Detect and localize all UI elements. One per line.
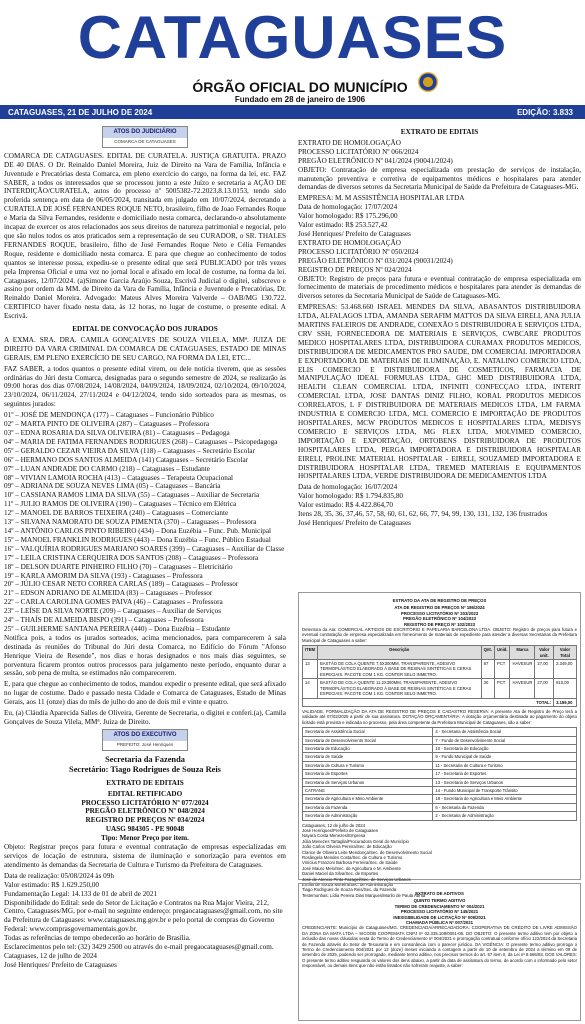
signature-line: José Henriques/Prefeito de Cataguases — [302, 828, 378, 833]
right-title: EXTRATO DE EDITAIS — [400, 128, 479, 136]
executive-badge — [102, 729, 188, 751]
homologation-detail: Data de homologação: 17/07/2024 — [298, 203, 398, 212]
table-cell: 4 - Secretaria de Assistência Social — [433, 728, 577, 736]
signature-line: Rosângela Mendes Costa/Sec. de Cultura e Turismo — [302, 855, 403, 861]
homologation-2-object: OBJETO: Registro de preços para futura e eventual contratação de empresa especializada em fornecimento de materiais de procedimento médicos e hospitalares para atender às demandas de diversos setores da Secretaria Municipal de Saúde de Cataguases-MG. — [298, 274, 581, 301]
extrato-header-lines — [4, 790, 286, 843]
jurados-list — [4, 411, 286, 634]
masthead — [0, 0, 585, 104]
ata-line: REGISTRO DE PREÇO Nº 102/2023 — [403, 621, 476, 627]
table-cell: Secretaria de Desenvolvimento Social — [303, 736, 433, 744]
list-item: 01º – JOSÉ DE MENDONÇA (177) – Cataguases – Funcionário Público — [4, 411, 214, 420]
list-item: 20º – JÚLIO CESAR NETO CORREA CARLAS (189) – Cataguases – Professor — [4, 580, 239, 589]
jurados-end-1: Notifica pois, a todos os jurados sorteados, acima mencionados, para comparecerem à sala destinada às reuniões do Tribunal do Júri desta Comarca, no Edifício do Fórum "Afonso Henrique Vieira de Resende", nos dias e horas designados e nos mais dias seguintes, se porventura ficarem prontos outros processos para julgamento neste período, enquanto durar a sessão, sob pena de multa, se estimados não comparecerem. — [4, 633, 286, 678]
table-cell: 30 — [481, 679, 494, 698]
table-cell: 27,00 — [535, 679, 554, 698]
table-header-cell: Valor Total — [554, 646, 577, 660]
homologation-line: PREGÃO ELETRÔNICO Nº 041/2024 (90041/2024) — [298, 156, 453, 165]
list-item: 03º – EDNA ROSARIA DA SILVA OLIVEIRA (81) – Cataguases – Pedagoga — [4, 429, 230, 437]
table-row — [303, 736, 577, 744]
extrato-line: EDITAL RETIFICADO — [107, 789, 183, 798]
list-item: 05º – GERALDO CEZAR VIEIRA DA SILVA (118) – Cataguases – Secretário Escolar — [4, 446, 255, 455]
table-cell: Secretaria da Fazenda — [303, 803, 433, 811]
table-cell: Secretaria de Saúde — [303, 753, 433, 761]
table-header-cell: ITEM — [303, 646, 318, 660]
table-row — [303, 812, 577, 820]
table-cell: BASTÃO DE COLA QUENTE 11,2X300MM, TRANSPARENTE, ADESIVO TERMOPLÁSTICO ELABORADO À BASE DE RESINAS SINTÉTICAS E CERAS ESPECIAIS. PACOTE COM 1 KG. CONTER SELO INMETRO. — [318, 679, 482, 698]
table-header-cell: Qnt. — [481, 646, 494, 660]
extrato-detail: Fundamentação Legal: 14.133 de 01 de abril de 2021 — [4, 889, 158, 898]
newspaper-title: CATAGUASES — [77, 4, 508, 71]
signature-line: João Carlos Oliveira Pereira/Sec. de Educação — [302, 844, 392, 850]
homologation-2-details — [298, 483, 581, 528]
table-row — [303, 778, 577, 786]
list-item: 16º – VALQUÍRIA RODRIGUES MARIANO SOARES (399) – Cataguases – Auxiliar de Classe — [4, 544, 285, 553]
table-cell: BASTÃO DE COLA QUENTE 7,5X300MM, TRANSPARENTE, ADESIVO TERMOPLÁSTICO ELABORADO À BASE DE RESINAS SINTÉTICAS E CERAS ESPECIAIS. PACOTE COM 1 KG. CONTER SELO INMETRO. — [318, 660, 482, 679]
extrato-line: PROCESSO LICITATÓRIO Nº 077/2024 — [81, 798, 209, 807]
badge-title: ATOS DO EXECUTIVO — [103, 730, 187, 741]
homologation-1-details — [298, 194, 581, 239]
list-item: 09º – ADRIANA DE SOUZA NEVES LIMA (05) – Cataguases – Bancária — [4, 482, 221, 491]
ata-line: PREGÃO ELETRÔNICO Nº 104/2023 — [403, 616, 476, 622]
aditivo-line: INEXIGIBILIDADE DE LICITAÇÃO Nº 009/2021 — [393, 914, 486, 920]
curatela-notice: COMARCA DE CATAGUASES. EDITAL DE CURATELA. JUSTIÇA GRATUITA. PRAZO DE 40 DIAS. O Dr. Reinaldo Daniel Moreira, Juiz de Direito na Vara de Família, Infância e Juventude e Precatórias desta Comarca, em pleno exercício do cargo, na forma da lei, etc. FAZ SABER, a todos os interessados que se processou junto a este Juízo e secretaria a AÇÃO DE INTERDIÇÃO/CURATELA, autos do processo nº 5005382-72.2023.8.13.0153, tendo sido proferida sentença em data de 06/05/2024, transitada em julgado em 10/07/2024, decretando a CURATELA DE JOSÉ FERNANDES ROQUE NETO, brasileiro, filho de Joao Fernandes Roque e Maria da Silva Fernandes, residente e domiciliado nesta comarca, declarando-o absolutamente incapaz de exercer os atos relacionados aos seus direitos de natureza patrimonial e negocial, pelo que são nulos todos os atos praticados sem a representação de seu CURADOR, o SR. THALES FERNANDES ROQUE, brasileiro, filho de José Fernandes Roque Neto e Célia Fernandes Roque, residente e domiciliado nesta comarca. E para que chegue ao conhecimento de todos quantos se interesse possa, expediu-se o presente edital que será PUBLICADO por três vezes pela Imprensa Oficial e uma vez no jornal local e afixado em local de costume, na forma da lei. Cataguases, 12/07/2024. (a)Simone Garcia Araújo Souza, Escrivã Judicial o digitei, subscrevo e assino por ordem da MM. de Direito da Vara de Família, Infância e Juventude e Precatórias, Dr. Reinaldo Daniel Moreira. Advogado: Mateus Alves Moreira Valverde – OAB/MG 130.722. CERTIFICO haver fixado nesta data, às 12 horas, no lugar de costume, o presente edital. A Escrivã. — [4, 151, 286, 321]
list-item: 06º – HERMANO DOS SANTOS ALMEIDA (141) Cataguases – Secretário Escolar — [4, 455, 249, 464]
signature-line: José de Atencio Pinto Fazagel/Sec. de Serviços Urbanos — [302, 876, 411, 882]
extrato-line: REGISTRO DE PREÇOS Nº 034/2024 — [85, 816, 205, 825]
total-label: TOTAL: — [303, 698, 554, 706]
ata-items-table — [302, 645, 577, 707]
aditivo-box — [298, 883, 581, 1021]
table-row — [303, 728, 577, 736]
ata-validity: VALIDADE, FORMALIZAÇÃO DA ATA DE REGISTRO DE PREÇOS E CADASTRO RESERVA: A presente Ata de Registro de Preço terá a validade até 07/02/2025 a partir de sua assinatura. DOTAÇÃO ORÇAMENTÁRIA: A dotação orçamentária destinada ao pagamento do objeto licitado está prevista e indicada no processo, pela área competente da Prefeitura Municipal de Cataguases, são a saber: — [302, 708, 577, 725]
homologation-1-header — [298, 139, 581, 166]
extrato-line: UASG 984305 - PE 90048 — [105, 825, 185, 834]
extrato-detail: Disponibilidade do Edital: sede do Setor de Licitação e Contratos na Rua Major Vieira, 212, Centro, Cataguases/MG, por e-mail no seguinte endereço: pregaocataguases@gmail.com, no site da Prefeitura de Cataguases: www.cataguases.mg.gov.br e pelo portal de compras do Governo Federal: www.comprasgovernamentais.gov.br. — [4, 898, 283, 934]
date-bar — [0, 105, 585, 119]
table-cell: CATRANS — [303, 786, 433, 794]
list-item: 23º – LEÍSE DA SILVA NORTE (209) – Cataguases – Auxiliar de Serviços — [4, 607, 221, 616]
homologation-detail: Valor estimado: R$ 4.422.864,70 — [298, 501, 394, 510]
table-cell: 13 — [303, 660, 318, 679]
table-cell: 2.349,00 — [554, 660, 577, 679]
table-cell: Secretaria de Assistência Social — [303, 728, 433, 736]
list-item: 17º – LEILA CRISTINA CERQUEIRA DOS SANTOS (208) – Cataguases – Professora — [4, 553, 259, 562]
list-item: 04º – MARIA DE FATIMA FERNANDES RODRIGUES (268) – Cataguases – Psicopedagoga — [4, 437, 278, 446]
table-cell: HAVESUR — [510, 679, 535, 698]
list-item: 08º – VIVIAN LAMOIA ROCHA (413) – Cataguases – Terapeuta Ocupacional — [4, 473, 234, 482]
extrato-line: PREGÃO ELETRÔNICO Nº 048/2024 — [85, 807, 205, 816]
table-header-cell: Valor unit. — [535, 646, 554, 660]
homologation-line: PROCESSO LICITATÓRIO Nº 050/2024 — [298, 247, 419, 256]
aditivo-line: QUINTO TERMO ADITIVO — [413, 898, 466, 904]
newspaper-subtitle: ÓRGÃO OFICIAL DO MUNICÍPIO — [192, 79, 408, 95]
homologation-line: EXTRATO DE HOMOLOGAÇÃO — [298, 238, 401, 247]
list-item: 24º – THAÍS DE ALMEIDA BISPO (391) – Cataguases – Professora — [4, 616, 204, 625]
edition-number: EDIÇÃO: 3.833 — [516, 108, 573, 117]
right-column — [298, 124, 581, 528]
signature-line: Clarice de Oliveira Leite Mendonça/Sec. de Desenvolvimento Social — [302, 849, 432, 855]
badge-title: ATOS DO JUDICIÁRIO — [103, 127, 187, 138]
table-row — [303, 786, 577, 794]
table-row — [303, 753, 577, 761]
list-item: 10º – CASSIANA RAMOS LIMA DA SILVA (55) – Cataguases – Auxiliar de Secretaria — [4, 491, 260, 500]
homologation-line: REGISTRO DE PREÇOS Nº 024/2024 — [298, 265, 412, 274]
ata-title: EXTRATO DA ATA DE REGISTRO DE PREÇOS — [392, 598, 487, 603]
homologation-detail: Valor homologado: R$ 1.794.835,80 — [298, 492, 404, 501]
homologation-line: PROCESSO LICITATÓRIO Nº 066/2024 — [298, 147, 419, 156]
aditivo-line: PROCESSO LICITATÓRIO Nº 145/2021 — [400, 909, 479, 915]
jurados-title: EDITAL DE CONVOCAÇÃO DOS JURADOS — [72, 325, 218, 334]
table-cell: 17 - Secretaria de Esportes — [433, 770, 577, 778]
homologation-detail: Itens 28, 35, 36, 37,46, 57, 58, 60, 61, 62, 66, 77, 94, 99, 130, 131, 132, 136 frustrados — [298, 510, 548, 519]
homologation-line: PREGÃO ELETRÔNICO Nº 031/2024 (90031/2024) — [298, 256, 453, 265]
left-column — [4, 124, 286, 970]
table-cell: Secretaria de Serviços Urbanos — [303, 778, 433, 786]
aditivo-title: EXTRATO DE ADITIVOS — [415, 891, 464, 896]
table-cell: 9 - Fundo Municipal de Saúde — [433, 753, 577, 761]
signature-line: Daniel Maciel da Silva/Sec. de Esportes — [302, 871, 379, 877]
table-row — [303, 795, 577, 803]
ata-line: ATA DE REGISTRO DE PREÇOS Nº 186/2024 — [394, 605, 485, 611]
list-item: 18º – DELSON DUARTE PINHEIRO FILHO (70) – Cataguases – Eletricitário — [4, 562, 233, 571]
signature-line: José Mauro Melo/Sec. de Agricultura e M. Ambiente — [302, 865, 401, 871]
table-row — [303, 761, 577, 769]
table-header-row — [303, 646, 577, 660]
table-cell: 18 - Secretaria de Agricultura e Meio Ambiente — [433, 795, 577, 803]
extrato-detail: Todas as referências de tempo obedecerão ao horário de Brasília. — [4, 934, 191, 943]
list-item: 14º – ANTÔNIO CARLOS PINTO RIBEIRO (434) – Dona Euzébia – Func. Pub. Municipal — [4, 526, 272, 535]
aditivo-header-lines — [302, 898, 577, 925]
list-item: 19º – KARLA AMORIM DA SILVA (193) - Cataguases – Professora — [4, 571, 203, 580]
table-header-cell: Marca — [510, 646, 535, 660]
extrato-detail: Data de realização: 05/08/2024 às 09h — [4, 871, 114, 880]
signature-line: Emília de Souza Moreira/Sec. de Administração — [302, 882, 393, 888]
extrato-details — [4, 872, 286, 970]
table-cell: 14 - Fundo Municipal de Transporte Trânsito — [433, 786, 577, 794]
extrato-detail: José Henriques/ Prefeito de Cataguases — [4, 960, 117, 969]
list-item: 13º – SILVANA NAMORATO DE SOUZA PIMENTA (370) – Cataguases – Professora — [4, 518, 257, 527]
homologation-2-companies: EMPRESAS: 53.468.660 ISRAEL MENDES DA SILVA, ABASANTOS DISTRIBUIDORA LTDA, ALFALAGOS LTDA, AMANDA SERAFIM MATTOS DA SILVA EIRELI, ANA JULIA MARTINS FALEIROS DE ANDRADE, CONEXÃO 5 DISTRIBUIDORA E SERVIÇOS LTDA, CRV SSH, FORNECEDORA DE MATERIAIS E SERVIÇOS, CWBCARE PRODUTOS MEDICO HOSPITALARES LTDA, DISTRIBUIDORA CURAMAX PRODUTOS MEDICOS, DISTRIBUIDORA DE MEDICAMENTOS PRO SAUDE, DM COMERCIAL IMPORTADORA E EXPORTADORA DE MATERIAIS DE ILUMINAÇÃO, E. NATALINO COMERCIO LTDA, ELIS COMERCIO E DISTRIBUIDORA DE COSMETICOS, FARMACIA DE MANIPULAÇÃO IDEAL FORMULAS LTDA, GHC MED DISTRIBUIDORA LTDA, HEALTH CLEAN COMERCIAL LTDA, INFINITI CONFECÇAO LTDA, INTERIT COMERCIAL LTDA, JOSE DANTAS DINIZ FILHO, KORAL PRODUTOS MEDICOS CORRELATOS, L F DISTRIBUIDORA DE MATERIAIS MEDICOS LTDA, LM FARMA INDUSTRIA E COMERCIO LTDA, MCL COMERCIO E IMPORTAÇÃO DE PRODUTOS HOSPITALARES, MCW PRODUTOS MEDICOS E HOSPITALARES LTDA, MEDISYS COMERCIO E SERVIÇOS LTDA, MG FLEX LTDA, MOLVIMED COMERCIO, IMPORTAÇÃO E EXPORTAÇÃO, ORTOBENS DISTRIBUIDORA DE PRODUTOS HOSPITALARES LTDA, PERGA IMPORTADORA E DISTRIBUIDORA HOSPITALAR EIRELI, PROLINE MATERIAL HOSPITALAR - EIRELI, SOUZAMED IMPORTADORA E DISTRIBUIDORA HOSPITALAR LTDA, TREMED MATERIAIS E EQUIPAMENTOS HOSPITALARES LTDA, VERDE DISTRIBUIDORA DE MEDICAMENTOS LTDA — [298, 303, 581, 481]
jurados-intro: A EXMA. SRA. DRA. CAMILA GONÇALVES DE SOUZA VILELA, MMª. JUIZA DE DIREITO DA VARA CRIMINAL DA COMARCA DE CATAGUASES, ESTADO DE MINAS GERAIS, EM PLENO EXERCÍCIO DE SEU CARGO, NA FORMA DA LEI, ETC... — [4, 335, 286, 362]
secretario-name: Secretário: Tiago Rodrigues de Souza Reis — [69, 764, 221, 774]
total-value: 3.159,00 — [554, 698, 577, 706]
ata-sectors-table — [302, 727, 577, 820]
aditivo-line: CHAMADA PÚBLICA Nº 007/2021 — [405, 920, 474, 926]
homologation-detail: Data de homologação: 16/07/2024 — [298, 483, 398, 492]
list-item: 07º – LUAN ANDRADE DO CARMO (218) – Cataguases – Estudante — [4, 464, 210, 473]
signature-line: Testemunhas: Lídia Pereira Dias Marques/Murilo de Paula Abrita — [302, 892, 426, 898]
table-total-row — [303, 698, 577, 706]
municipal-seal-icon — [418, 72, 438, 92]
judiciary-badge — [102, 126, 188, 148]
table-cell: 6 - Secretaria da Fazenda — [433, 803, 577, 811]
table-cell: 10 - Secretaria de Educação — [433, 744, 577, 752]
table-cell: Secretaria de Administração — [303, 812, 433, 820]
list-item: 25º – GUILHERME SANTANA PEREIRA (440) – Dona Euzébia – Estudante — [4, 624, 231, 633]
extrato-detail: Esclarecimentos pelo tel: (32) 3429 2500 ou através do e-mail pregaocataguases@gmail.com. — [4, 943, 274, 952]
extrato-object: Objeto: Registrar preços para futura e eventual contratação de empresas especializadas em serviços de locação de estrutura, sistema de iluminação e sonorização para eventos em atendimento às demandas da Secretaria de Cultura e Turismo da Prefeitura de Cataguases. — [4, 843, 286, 869]
list-item: 22º – CARLA CAROLINA GOMES PAIVA (46) – Cataguases – Professora — [4, 598, 223, 607]
table-cell: Secretaria de Esportes — [303, 770, 433, 778]
list-item: 02º – MARTA PINTO DE OLIVEIRA (287) – Cataguases – Professora — [4, 420, 210, 429]
aditivo-line: TERMO DE CREDENCIAMENTO Nº 004/2021 — [394, 903, 485, 909]
table-cell: Secretaria de Cultura e Turismo — [303, 761, 433, 769]
jurados-end-2: E, para que chegue ao conhecimento de todos, mandou expedir o presente edital, que será afixado no lugar de costume. Dado e passado nesta Cidade e Comarca de Cataguases, Estado de Minas Gerais, aos 11 (onze) dias do mês de julho do ano de dois mil e vinte e quatro. — [4, 680, 286, 707]
secretaria-title: Secretaria da Fazenda — [105, 754, 185, 764]
homologation-2-header — [298, 239, 581, 275]
jurados-end-3: Eu, (a) Cláudia Aparecida Salles de Oliveira, Gerente de Secretaria, o digitei e conferi.(a), Camila Gonçalves de Souza Vilela, MMª. Juiza de Direito. — [4, 709, 286, 726]
signature-line: Cataguases, 12 de julho de 2024 — [302, 822, 366, 828]
extrato-line: Tipo: Menor Preço por item. — [101, 834, 189, 843]
homologation-detail: Valor estimado: R$ 253.527,42 — [298, 221, 388, 230]
homologation-1-object: OBJETO: Contratação de empresa especializada em prestação de serviços de instalação, manutenção preventiva e corretiva de equipamentos médicos e hospitalares para atender demandas de diversos setores da Secretaria Municipal de Saúde da Prefeitura de Cataguases-MG. — [298, 165, 581, 192]
table-header-cell: Unid. — [494, 646, 509, 660]
homologation-detail: Valor homologado: R$ 175.296,00 — [298, 212, 398, 221]
signature-line: Nayara Costa Menezes/Empresa — [302, 833, 366, 839]
table-cell: 87 — [481, 660, 494, 679]
signature-line: Vinícius Franzoni Barbosa Ferreira/Sec. de Saúde — [302, 860, 398, 866]
table-row — [303, 660, 577, 679]
table-row — [303, 744, 577, 752]
list-item: 12º – MANOEL DE BARROS TEIXEIRA (240) – Cataguases – Comerciante — [4, 509, 229, 518]
table-cell: 27,00 — [535, 660, 554, 679]
signature-line: Tiago Rodrigues de Souza Reis/Sec. da Fazenda — [302, 887, 397, 893]
badge-subtitle: COMARCA DE CATAGUASES — [114, 138, 176, 144]
list-item: 21º – EDSON ADRIANO DE ALMEIDA (83) – Cataguases – Professor — [4, 589, 213, 598]
aditivo-body: CREDENCIANTE: Município de Cataguases/MG. CREDENCIADA/ARRECADADORA: COOPERATIVA DE CRÉDITO DE LIVRE ADMISSÃO DA ZONA DA MATA LTDA – SICOOB COOPEMATA CNPJ nº 02.335.109/0001-05. DO OBJETO: O presente termo aditivo tem por objeto a inclusão das novas cláusulas sexta do Termo de Credenciamento nº 004/2021 e prorrogação contratual conforme ofício 122/2024 da Secretaria de Fazenda através do Setor de Tesouraria e em consonância com o parecer jurídico. DA VIGÊNCIA: O presente termo aditivo prorroga o Termo de Credenciamento 004/2021 por 12 (doze) meses iniciando a contagem a partir de 10 de setembro de 2024 a término em 09 de setembro de 2025, podendo ser prorrogado, mediante termo aditivo, nos precisos termos do art. 57 item II, da Lei nº 8.666/93. DOS VALORES: O presente termo aditivo resguarda os valores dos itens abaixo, a partir da data de assinatura do termo, de acordo com o informado pelo setor responsável, ou demais itens que não estão listados não sofreram reajuste, a saber: — [302, 925, 577, 969]
table-row — [303, 770, 577, 778]
ata-header-lines — [302, 605, 577, 627]
table-cell: PCT — [494, 679, 509, 698]
table-row — [303, 679, 577, 698]
table-row — [303, 803, 577, 811]
jurados-body: FAZ SABER, a todos quantos o presente edital virem, ou dele notícia tiverem, que as sessões ordinárias do Júri desta Comarca, designadas para o segundo semestre de 2024, se realizarão às 09:00 horas dos dias 07/08/2024, 14/08/2024, 04/09/2024, 18/09/2024, 02/10/2024, 09/10/2024, 23/10/2024, 06/11/2024, 27/11/2024 e 04/12/2024, tendo sido sorteados para as mesmas, os seguintes jurados: — [4, 364, 286, 409]
extrato-detail: Cataguases, 12 de julho de 2024 — [4, 951, 98, 960]
homologation-detail: EMPRESA: M. M ASSISTÊNCIA HOSPITALAR LTDA — [298, 194, 465, 203]
table-cell: 2 - Secretaria de Administração — [433, 812, 577, 820]
signature-line: Júlia Menezes Tartaglia/Procuradora Geral do Município — [302, 838, 409, 844]
table-cell: 14 — [303, 679, 318, 698]
table-cell: 11 - Secretaria de Cultura e Turismo — [433, 761, 577, 769]
list-item: 15º – MANOEL FRANKLIN RODRIGUES (443) – Dona Euzébia – Func. Público Estadual — [4, 535, 271, 544]
table-cell: PCT — [494, 660, 509, 679]
homologation-detail: José Henriques/ Prefeito de Cataguases — [298, 518, 411, 527]
ata-line: PROCESSO LICITATÓRIO Nº 203/2023 — [400, 610, 479, 616]
homologation-line: EXTRATO DE HOMOLOGAÇÃO — [298, 138, 401, 147]
founded-date: Fundado em 28 de janeiro de 1906 — [234, 95, 366, 104]
table-cell: Secretaria de Agricultura e Meio Ambiente — [303, 795, 433, 803]
table-cell: 810,00 — [554, 679, 577, 698]
table-cell: HAVESUR — [510, 660, 535, 679]
table-header-cell: Descrição — [318, 646, 482, 660]
list-item: 11º – JULIO RAMOS DE OLIVEIRA (190) – Cataguases – Técnico em Elétrica — [4, 500, 237, 509]
extrato-detail: Valor estimado: R$ 1.629.250,00 — [4, 880, 100, 889]
badge-subtitle: PREFEITO: José Henriques — [116, 741, 174, 747]
ata-object: Detentora da Ata: COMERCIAL ARTIGOS DE ESCRITÓRIO E PAPELARIA BARCELONA LTDA. OBJETO: Registro de preços para futura e eventual contratação de empresa especializada em fornecimento de materiais de expediente para atender a diversas Secretarias da Prefeitura Municipal de Cataguases a saber: — [302, 627, 577, 643]
extrato-title: EXTRATO DE EDITAIS — [106, 778, 184, 787]
table-cell: 13 - Secretaria de Serviços Urbanos — [433, 778, 577, 786]
table-cell: 7 - Fundo de Desenvolvimento Social — [433, 736, 577, 744]
table-cell: Secretaria de Educação — [303, 744, 433, 752]
issue-date: CATAGUASES, 21 DE JULHO DE 2024 — [8, 108, 153, 117]
homologation-detail: José Henriques/ Prefeito de Cataguases — [298, 229, 411, 238]
